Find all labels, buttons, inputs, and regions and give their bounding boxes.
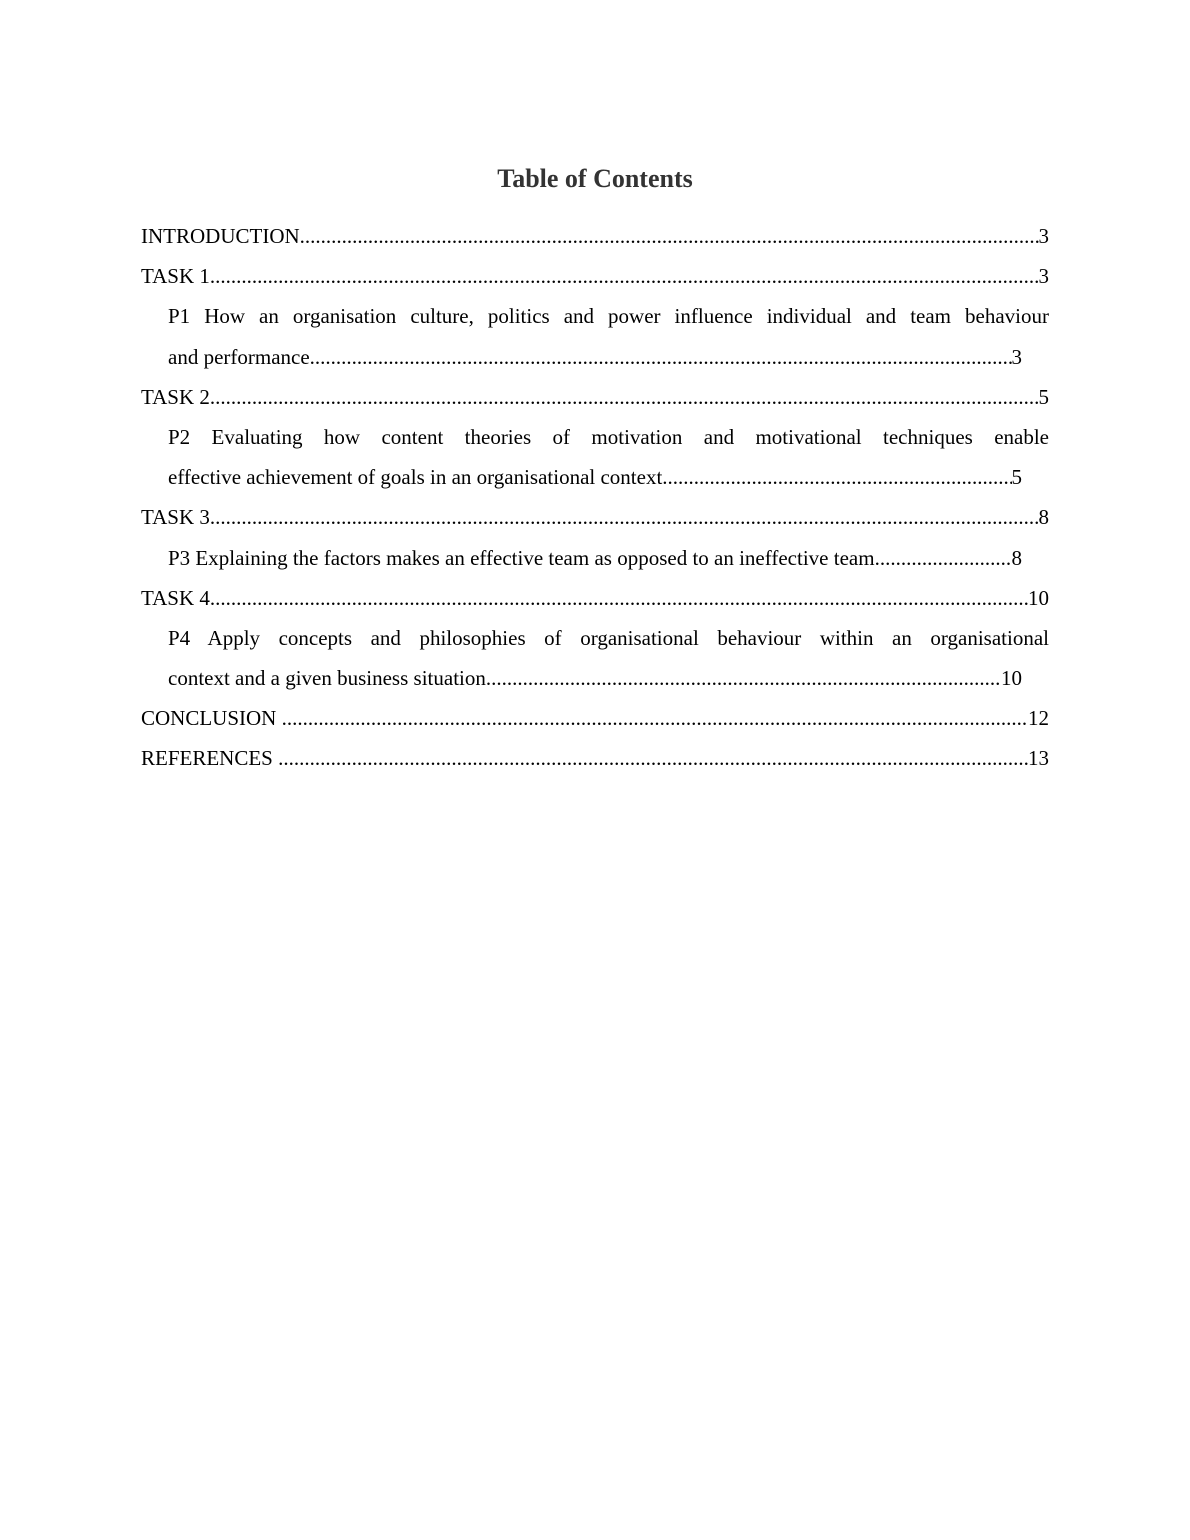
dot-leader (278, 738, 1028, 778)
toc-page-number: 5 (1038, 384, 1049, 409)
toc-title: Table of Contents (497, 164, 693, 193)
dot-leader (300, 216, 1039, 256)
toc-entry-p1-line-1[interactable]: P1 How an organisation culture, politics and power influence individual and team behaviour (168, 304, 1049, 329)
toc-entry-p2[interactable] (141, 457, 1049, 497)
dot-leader (310, 337, 1012, 377)
dot-leader (662, 457, 1011, 497)
dot-leader (210, 256, 1039, 296)
toc-page-number: 12 (1028, 706, 1049, 731)
dot-leader (210, 578, 1028, 618)
toc-page-number: 13 (1028, 746, 1049, 771)
toc-entry-p4-line-1[interactable]: P4 Apply concepts and philosophies of organisational behaviour within an organisational (168, 625, 1049, 650)
toc-page-number: 3 (1011, 344, 1022, 369)
table-of-contents (141, 216, 1049, 779)
toc-entry-task-3[interactable] (141, 497, 1049, 537)
toc-entry-task-1[interactable] (141, 256, 1049, 296)
toc-page-number: 8 (1011, 545, 1022, 570)
toc-page-number: 10 (1028, 585, 1049, 610)
toc-entry-label: TASK 3 (141, 505, 210, 530)
dot-leader (210, 497, 1039, 537)
toc-entry-label: and performance (168, 344, 310, 369)
toc-entry-label: context and a given business situation (168, 666, 486, 691)
toc-page-number: 10 (1001, 666, 1022, 691)
toc-entry-references[interactable] (141, 738, 1049, 778)
toc-entry-introduction[interactable] (141, 216, 1049, 256)
toc-page-number: 3 (1038, 264, 1049, 289)
toc-entry-p2-line-1[interactable]: P2 Evaluating how content theories of motivation and motivational techniques enable (168, 424, 1049, 449)
toc-entry-label: P3 Explaining the factors makes an effective team as opposed to an ineffective team (168, 545, 875, 570)
toc-entry-label: TASK 4 (141, 585, 210, 610)
toc-entry-p3[interactable] (141, 538, 1049, 578)
toc-page-number: 8 (1038, 505, 1049, 530)
dot-leader (875, 538, 1012, 578)
toc-entry-p1[interactable] (141, 337, 1049, 377)
toc-entry-label: CONCLUSION (141, 706, 282, 731)
dot-leader (282, 698, 1028, 738)
toc-entry-task-2[interactable] (141, 377, 1049, 417)
toc-page-number: 3 (1038, 224, 1049, 248)
toc-entry-p4[interactable] (141, 658, 1049, 698)
toc-entry-label: REFERENCES (141, 746, 279, 771)
toc-entry-label: TASK 1 (141, 264, 210, 289)
dot-leader (210, 377, 1039, 417)
toc-entry-label: TASK 2 (141, 384, 210, 409)
dot-leader (486, 658, 1001, 698)
toc-entry-conclusion[interactable] (141, 698, 1049, 738)
toc-entry-task-4[interactable] (141, 578, 1049, 618)
toc-entry-label: INTRODUCTION (141, 224, 300, 248)
toc-entry-label: effective achievement of goals in an organisational context (168, 465, 663, 490)
toc-page-number: 5 (1011, 465, 1022, 490)
